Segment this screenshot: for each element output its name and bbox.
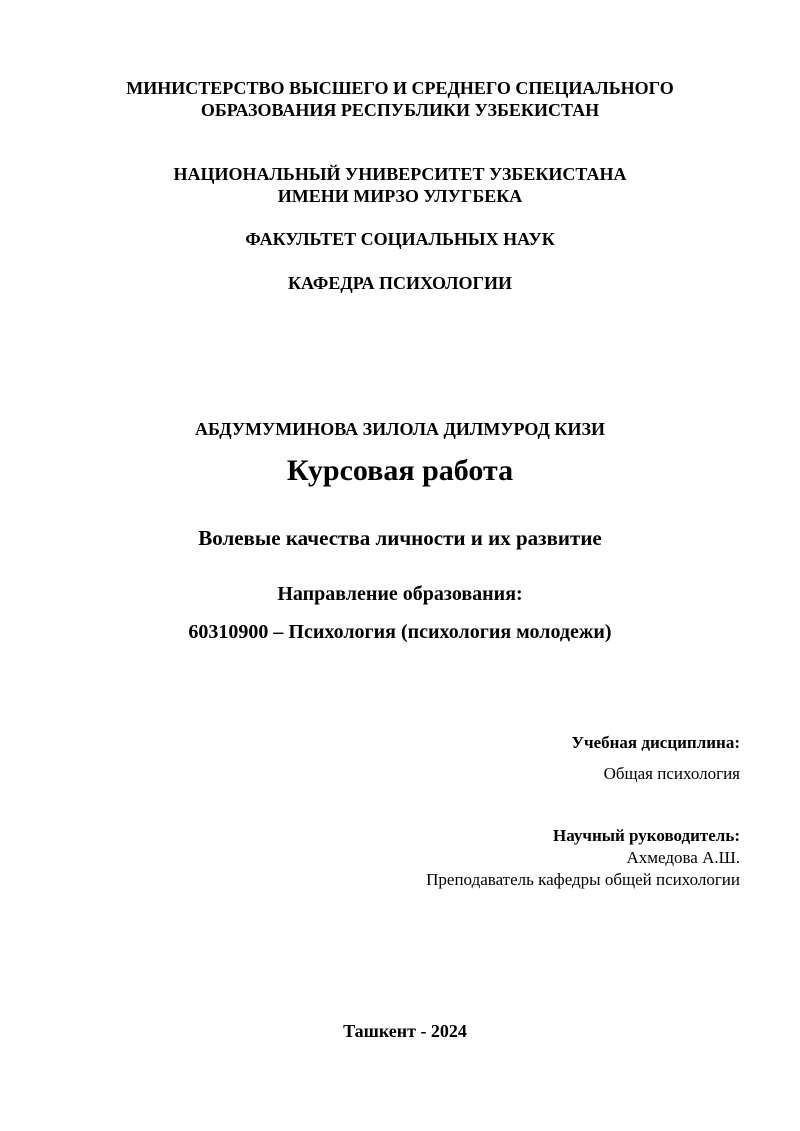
discipline-label: Учебная дисциплина: xyxy=(571,733,740,752)
city-year: Ташкент - 2024 xyxy=(343,1021,467,1041)
university-line-2: ИМЕНИ МИРЗО УЛУГБЕКА xyxy=(277,186,523,206)
direction-value: 60310900 – Психология (психология молодежи) xyxy=(188,621,612,643)
direction-label: Направление образования: xyxy=(277,583,523,605)
supervisor-position: Преподаватель кафедры общей психологии xyxy=(426,870,740,889)
faculty-name: ФАКУЛЬТЕТ СОЦИАЛЬНЫХ НАУК xyxy=(245,229,555,249)
work-type-title: Курсовая работа xyxy=(286,454,514,487)
department-name: КАФЕДРА ПСИХОЛОГИИ xyxy=(287,273,512,293)
ministry-line-1: МИНИСТЕРСТВО ВЫСШЕГО И СРЕДНЕГО СПЕЦИАЛЬНОГО xyxy=(126,78,674,98)
discipline-value: Общая психология xyxy=(603,764,740,783)
supervisor-name: Ахмедова А.Ш. xyxy=(626,848,740,867)
ministry-line-2: ОБРАЗОВАНИЯ РЕСПУБЛИКИ УЗБЕКИСТАН xyxy=(200,100,600,120)
supervisor-label: Научный руководитель: xyxy=(553,826,740,845)
author-name: АБДУМУМИНОВА ЗИЛОЛА ДИЛМУРОД КИЗИ xyxy=(195,419,605,439)
university-line-1: НАЦИОНАЛЬНЫЙ УНИВЕРСИТЕТ УЗБЕКИСТАНА xyxy=(173,164,627,184)
topic-title: Волевые качества личности и их развитие xyxy=(198,526,602,550)
